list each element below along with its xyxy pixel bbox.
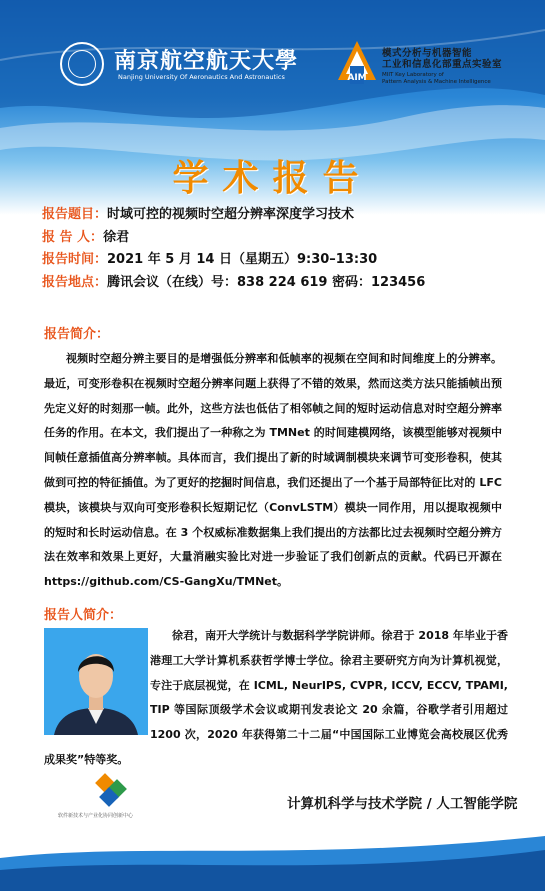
- info-label: 报 告 人：: [42, 229, 104, 245]
- lab-name-en-line1: MIIT Key Laboratory of: [382, 72, 444, 78]
- abstract-heading: 报告简介：: [44, 327, 110, 342]
- university-name-en: Nanjing University Of Aeronautics And Astronautics: [118, 73, 285, 81]
- info-row-time: [42, 249, 425, 272]
- bio-text: 徐君，南开大学统计与数据科学学院讲师。徐君于 2018 年毕业于香港理工大学计算机系获哲学博士学位。徐君主要研究方向为计算机视觉，专注于底层视觉，在 ICML, NeurIPS, CVPR, ICCV, ECCV, TPAMI, TIP 等国际顶级学术会议或期刊发表论文 20 余篇，谷歌学者引用超过 1200 次，2020 年获得第二十二届“中国国际工业博览会高校展区优秀成果奖”特等奖。: [44, 629, 508, 766]
- abstract-text: 视频时空超分辨主要目的是增强低分辨率和低帧率的视频在空间和时间维度上的分辨率。最近，可变形卷积在视频时空超分辨率问题上获得了不错的效果，然而这类方法只能插帧出预先定义好的时刻那一帧。此外，这些方法也低估了相邻帧之间的短时运动信息对时空超分辨率任务的作用。在本文，我们提出了一种称之为 TMNet 的时间建模网络，该模型能够对视频中间帧任意插值高分辨率帧。具体而言，我们提出了新的时域调制模块来调节可变形卷积，使其做到可控的特征插值。为了更好的挖掘时间信息，我们还提出了一个基于局部特征比对的 LFC 模块，该模块与双向可变形卷积长短期记忆（ConvLSTM）模块一同作用，用以提取视频中的短时和长时运动信息。在 3 个权威标准数据集上我们提出的方法都比过去视频时空超分辨方法在效率和效果上更好，大量消融实验比对进一步验证了我们创新点的贡献。代码已开源在 https://github.com/CS-GangXu/TMNet。: [44, 352, 502, 589]
- innovation-center-logo-icon: [90, 772, 130, 812]
- lab-name: [382, 48, 502, 70]
- lab-logo-icon: [337, 40, 377, 86]
- page-title: 学术报告: [172, 158, 373, 199]
- info-row-topic: [42, 204, 425, 227]
- info-row-location: [42, 272, 425, 295]
- info-value: 徐君: [103, 229, 130, 245]
- info-value: 腾讯会议（在线）号：838 224 619 密码：123456: [107, 274, 426, 290]
- lab-name-line2: 工业和信息化部重点实验室: [382, 59, 503, 70]
- university-seal-icon: [60, 42, 104, 86]
- info-value: 2021 年 5 月 14 日（星期五）9:30–13:30: [107, 252, 378, 267]
- lab-name-en: [382, 72, 491, 86]
- footer-wave-decoration: [0, 836, 545, 891]
- info-label: 报告地点：: [42, 274, 108, 290]
- photo-spacer: [44, 624, 150, 742]
- info-value: 时域可控的视频时空超分辨率深度学习技术: [107, 207, 355, 222]
- school-name: 计算机科学与技术学院 / 人工智能学院: [287, 796, 518, 812]
- report-info: [42, 204, 425, 294]
- lab-name-en-line2: Pattern Analysis & Machine Intelligence: [382, 79, 491, 85]
- university-name: 南京航空航天大學: [114, 48, 299, 74]
- innovation-center-name: 软件新技术与产业化协同创新中心: [58, 813, 134, 819]
- svg-text:AIM: AIM: [347, 73, 367, 83]
- bio-heading: 报告人简介：: [44, 608, 123, 623]
- header-banner: [0, 0, 545, 215]
- info-label: 报告时间：: [42, 252, 108, 267]
- info-row-speaker: [42, 227, 425, 250]
- info-label: 报告题目：: [42, 207, 108, 222]
- bio-text-block: [44, 624, 508, 773]
- lab-name-line1: 模式分析与机器智能: [382, 48, 473, 59]
